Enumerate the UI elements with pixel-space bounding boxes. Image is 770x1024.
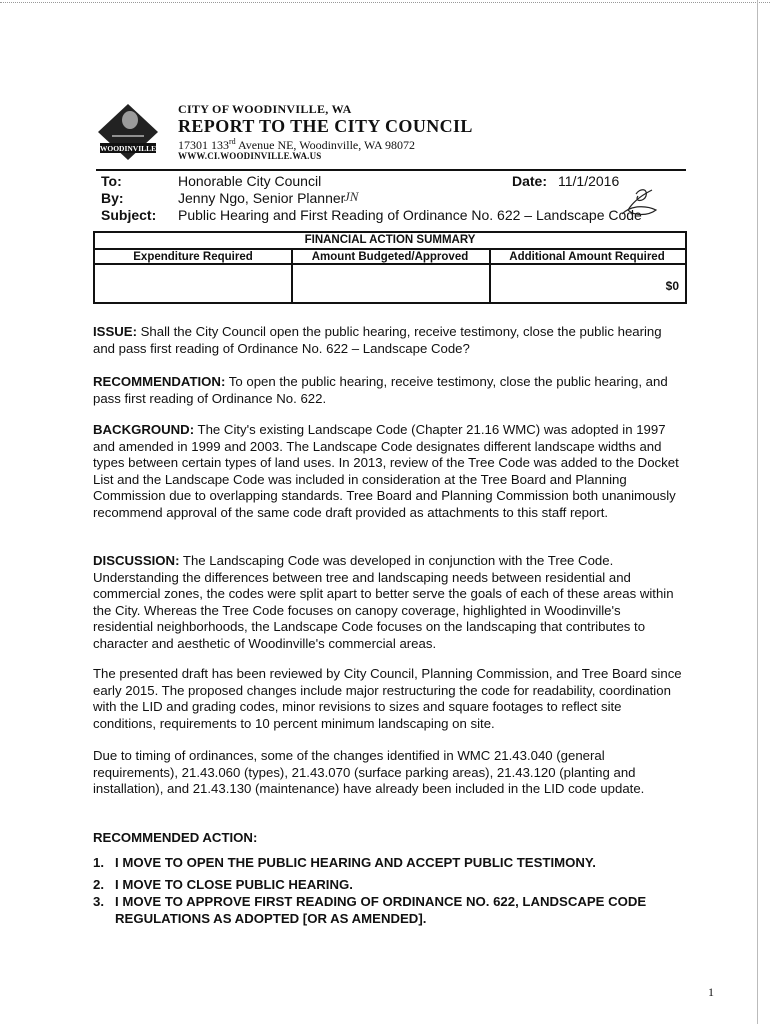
header-rule	[96, 169, 686, 171]
action-item	[93, 893, 681, 927]
issue-paragraph	[93, 324, 683, 357]
header-additional-amount: Additional Amount Required	[489, 250, 685, 265]
discussion-paragraph	[93, 553, 683, 652]
city-logo	[96, 102, 160, 160]
financial-title: FINANCIAL ACTION SUMMARY	[95, 233, 685, 250]
report-title: REPORT TO THE CITY COUNCIL	[178, 116, 473, 136]
signature-mark	[618, 186, 660, 220]
recommendation-paragraph	[93, 374, 683, 407]
financial-action-summary	[93, 231, 687, 304]
additional-amount-value: $0	[665, 279, 679, 293]
logo-text: WOODINVILLE	[99, 144, 157, 153]
date-value: 11/1/2016	[558, 173, 620, 189]
by-value: Jenny Ngo, Senior Planner	[178, 190, 346, 206]
date-label: Date:	[512, 173, 548, 189]
action-text: I MOVE TO CLOSE PUBLIC HEARING.	[115, 877, 353, 892]
timing-paragraph: Due to timing of ordinances, some of the changes identified in WMC 21.43.040 (general requirements), 21.43.060 (types), 21.43.070 (surface parking areas), 21.43.120 (planting and installation), and 21.43.130 (maintenance) have already been included in the LID code update.	[93, 748, 645, 796]
discussion-label: DISCUSSION:	[93, 553, 180, 568]
header-expenditure: Expenditure Required	[95, 250, 291, 265]
recommendation-label: RECOMMENDATION:	[93, 374, 226, 389]
column-divider	[291, 250, 293, 302]
scan-edge-right	[757, 0, 758, 1024]
to-value: Honorable City Council	[178, 173, 322, 189]
city-address: 17301 133rd Avenue NE, Woodinville, WA 98072	[178, 137, 416, 152]
author-initials: JN	[344, 189, 359, 204]
subject-value: Public Hearing and First Reading of Ordinance No. 622 – Landscape Code	[178, 207, 642, 223]
action-item	[93, 876, 681, 893]
header-amount-budgeted: Amount Budgeted/Approved	[291, 250, 489, 265]
action-text: I MOVE TO OPEN THE PUBLIC HEARING AND ACCEPT PUBLIC TESTIMONY.	[115, 855, 596, 870]
background-text: The City's existing Landscape Code (Chapter 21.16 WMC) was adopted in 1997 and amended in 1999 and 2003. The Landscape Code designates different landscape widths and types between certain types of land uses. In 2013, review of the Tree Code was added to the Docket List and the Landscape Code was included in consideration at the Tree Board and Planning Commission due to overlapping standards. Tree Board and Planning Commission both unanimously recommend approval of the same code draft provided as attachments to this staff report.	[93, 422, 679, 520]
recommended-action-heading: RECOMMENDED ACTION:	[93, 830, 258, 845]
issue-label: ISSUE:	[93, 324, 137, 339]
discussion-text: The Landscaping Code was developed in conjunction with the Tree Code. Understanding the differences between tree and landscaping needs between residential and commercial zones, the codes were split apart to better serve the goals of each of these areas within the City. Whereas the Tree Code focuses on canopy coverage, highlighted in Woodinville's residential neighborhoods, the Landscape Code focuses on the landscaping that contributes to character and aesthetic of Woodinville's commercial areas.	[93, 553, 674, 651]
page-number: 1	[708, 985, 714, 999]
column-divider	[489, 250, 491, 302]
to-label: To:	[101, 173, 122, 189]
draft-paragraph: The presented draft has been reviewed by City Council, Planning Commission, and Tree Board since early 2015. The proposed changes include major restructuring the code for readability, coordination with the LID and grading codes, minor revisions to sizes and square footages to reflect site conditions, requirements to 10 percent minimum landscaping on site.	[93, 666, 682, 731]
by-label: By:	[101, 190, 124, 206]
action-text: I MOVE TO APPROVE FIRST READING OF ORDINANCE NO. 622, LANDSCAPE CODE REGULATIONS AS ADOPTED [OR AS AMENDED].	[115, 894, 647, 926]
action-number: 2.	[93, 877, 104, 892]
action-item	[93, 854, 681, 871]
city-website: WWW.CI.WOODINVILLE.WA.US	[178, 151, 322, 161]
recommendation-text: To open the public hearing, receive testimony, close the public hearing, and pass first reading of Ordinance No. 622.	[93, 374, 668, 406]
subject-label: Subject:	[101, 207, 157, 223]
issue-text: Shall the City Council open the public hearing, receive testimony, close the public hearing and pass first reading of Ordinance No. 622 – Landscape Code?	[93, 324, 662, 356]
scan-edge-top	[0, 2, 770, 3]
action-number: 1.	[93, 855, 104, 870]
background-paragraph	[93, 422, 683, 521]
city-name: CITY OF WOODINVILLE, WA	[178, 102, 352, 116]
background-label: BACKGROUND:	[93, 422, 195, 437]
action-number: 3.	[93, 894, 104, 909]
